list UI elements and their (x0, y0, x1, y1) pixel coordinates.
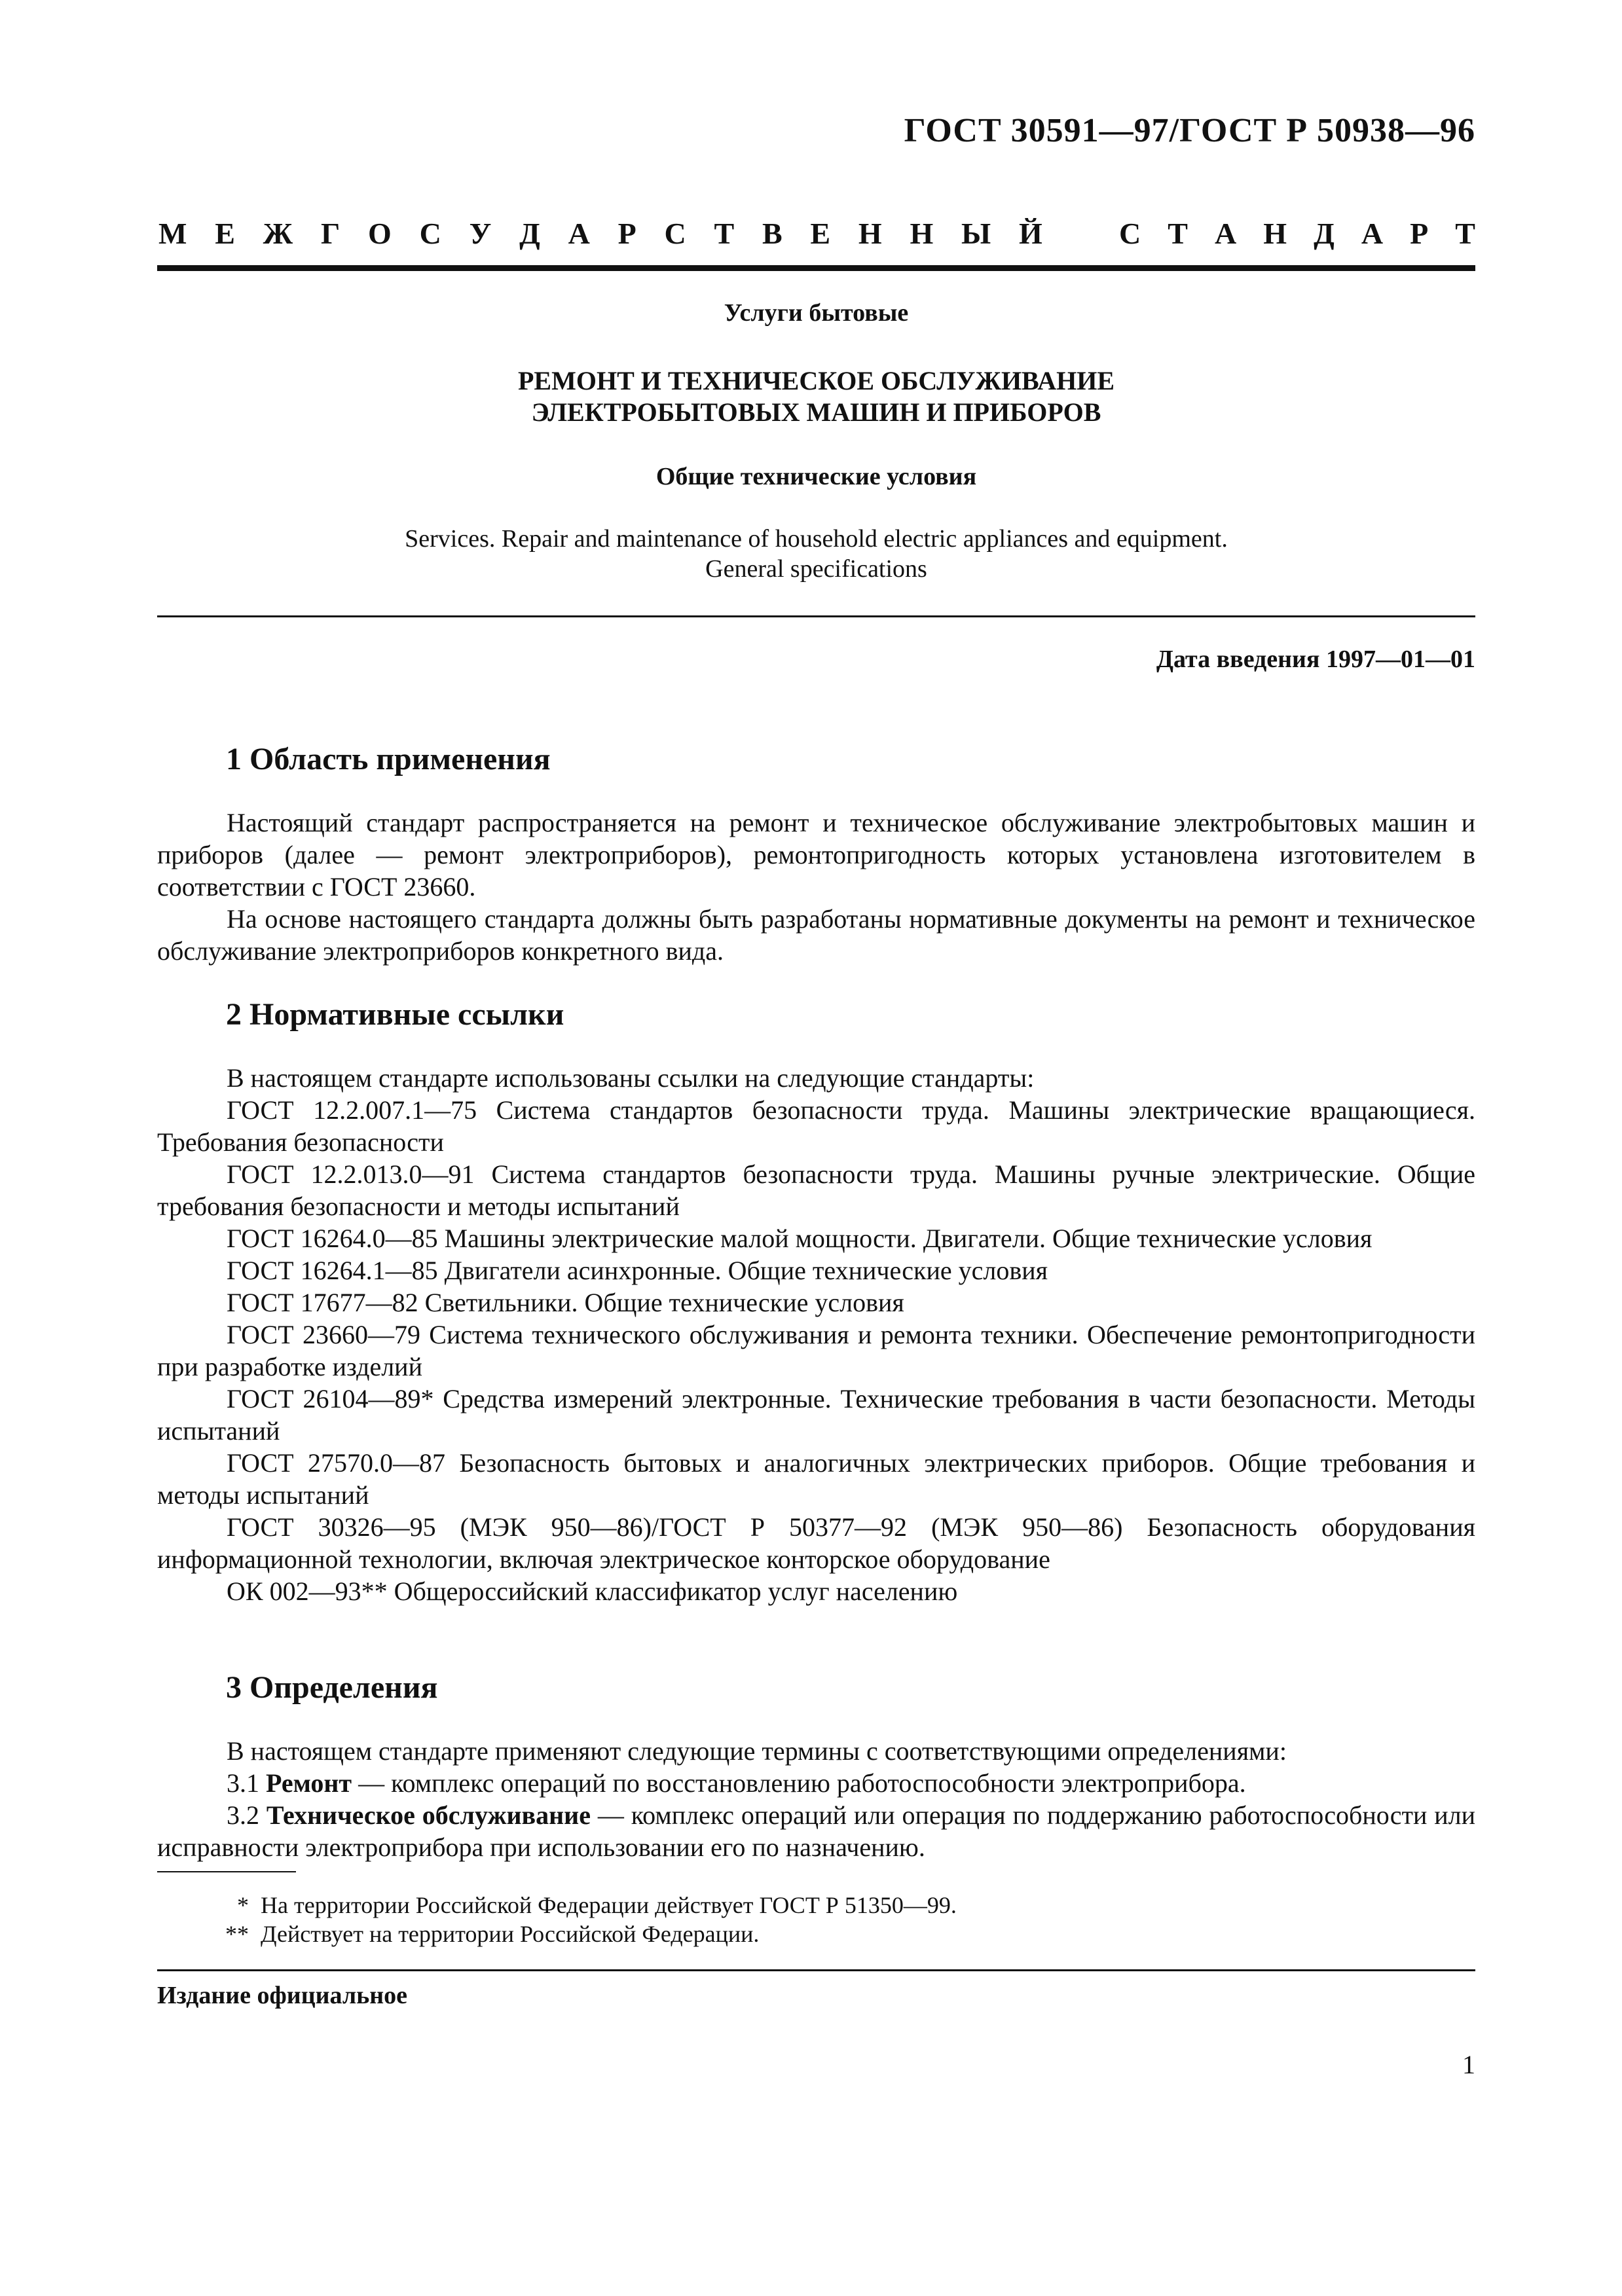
banner-letter: Н (1263, 217, 1287, 250)
title-line-1: РЕМОНТ И ТЕХНИЧЕСКОЕ ОБСЛУЖИВАНИЕ (517, 366, 1115, 395)
reference-item: ГОСТ 16264.0—85 Машины электрические малой мощности. Двигатели. Общие технические условия (227, 1224, 1373, 1253)
banner-letter: Н (858, 217, 882, 250)
footnote-text: Действует на территории Российской Федерации. (261, 1921, 760, 1947)
banner-letter: Т (1168, 217, 1188, 250)
standard-type-banner (158, 216, 1475, 251)
paragraph: Настоящий стандарт распространяется на ремонт и техническое обслуживание электробытовых машин и приборов (далее — ремонт электроприборов), ремонтопригодность которых установлена изготовителем в соответствии с ГОСТ 23660. (157, 808, 1475, 902)
definition-number: 3.2 (227, 1800, 259, 1830)
definition-text: — комплекс операций по восстановлению работоспособности электроприбора. (352, 1768, 1246, 1798)
reference-item: ГОСТ 12.2.007.1—75 Система стандартов безопасности труда. Машины электрические вращающиеся. Требования безопасности (157, 1095, 1475, 1157)
reference-item: ГОСТ 17677—82 Светильники. Общие технические условия (227, 1288, 904, 1317)
footnote-separator (157, 1871, 296, 1872)
banner-letter: Е (215, 217, 235, 250)
definition-text: — комплекс операций или операция по поддержанию работоспособности или исправности электроприбора при использовании его по назначению. (157, 1800, 1476, 1862)
footnote-1 (223, 1891, 957, 1920)
reference-item: ГОСТ 16264.1—85 Двигатели асинхронные. Общие технические условия (227, 1256, 1048, 1285)
banner-letter: С (1119, 217, 1141, 250)
document-title (157, 365, 1475, 428)
banner-letter: А (1361, 217, 1384, 250)
banner-letter: Н (910, 217, 934, 250)
reference-item: ОК 002—93** Общероссийский классификатор услуг населению (227, 1576, 958, 1606)
footnote-mark: * (237, 1892, 249, 1918)
title-category: Услуги бытовые (724, 299, 909, 327)
footnotes (223, 1891, 957, 1948)
banner-letter: Й (1018, 217, 1042, 250)
edition-label: Издание официальное (157, 1982, 408, 2009)
definition-term: Техническое обслуживание (266, 1800, 591, 1830)
title-line-2: ЭЛЕКТРОБЫТОВЫХ МАШИН И ПРИБОРОВ (531, 397, 1101, 427)
introduction-date: Дата введения 1997—01—01 (1156, 646, 1475, 673)
title-subtitle: Общие технические условия (655, 463, 977, 490)
banner-letter: Т (714, 217, 735, 250)
english-title-line-1: Services. Repair and maintenance of household electric appliances and equipment. (405, 525, 1228, 553)
section-1-body (157, 807, 1475, 967)
reference-item: ГОСТ 27570.0—87 Безопасность бытовых и аналогичных электрических приборов. Общие требования и методы испытаний (157, 1448, 1475, 1510)
banner-letter: Д (1314, 217, 1335, 250)
paragraph: В настоящем стандарте использованы ссылки на следующие стандарты: (227, 1063, 1035, 1093)
page-number: 1 (1462, 2050, 1475, 2079)
banner-letter: С (664, 217, 686, 250)
banner-letter: Г (320, 217, 341, 250)
header-rule (157, 265, 1475, 271)
banner-letter: В (762, 217, 783, 250)
banner-letter: У (469, 217, 492, 250)
definition-number: 3.1 (227, 1768, 259, 1798)
english-title (157, 524, 1475, 584)
footnote-2 (223, 1920, 957, 1948)
reference-item: ГОСТ 12.2.013.0—91 Система стандартов безопасности труда. Машины ручные электрические. Общие требования безопасности и методы испытаний (157, 1159, 1475, 1221)
reference-item: ГОСТ 30326—95 (МЭК 950—86)/ГОСТ Р 50377—92 (МЭК 950—86) Безопасность оборудования информационной технологии, включая электрическое конторское оборудование (157, 1512, 1475, 1574)
banner-letter: А (568, 217, 590, 250)
reference-item: ГОСТ 23660—79 Система технического обслуживания и ремонта техники. Обеспечение ремонтопригодности при разработке изделий (157, 1320, 1475, 1381)
banner-letter: Р (617, 217, 636, 250)
standard-type-word2 (1119, 216, 1475, 251)
banner-letter: Т (1455, 217, 1475, 250)
definition-3-2 (157, 1799, 1475, 1863)
paragraph: На основе настоящего стандарта должны быть разработаны нормативные документы на ремонт и техническое обслуживание электроприборов конкретного вида. (157, 904, 1475, 966)
section-2-body (157, 1062, 1475, 1607)
definition-3-1 (157, 1767, 1475, 1799)
banner-letter: А (1215, 217, 1237, 250)
english-title-line-2: General specifications (705, 555, 927, 583)
definition-term: Ремонт (266, 1768, 352, 1798)
banner-letter: М (158, 217, 187, 250)
footnote-text: На территории Российской Федерации действует ГОСТ Р 51350—99. (261, 1892, 957, 1918)
banner-letter: Ж (263, 217, 293, 250)
standard-type-word1 (158, 216, 1042, 251)
reference-item: ГОСТ 26104—89* Средства измерений электронные. Технические требования в части безопасности. Методы испытаний (157, 1384, 1475, 1446)
section-3-heading: 3 Определения (226, 1670, 438, 1705)
section-2-heading: 2 Нормативные ссылки (226, 997, 564, 1032)
paragraph: В настоящем стандарте применяют следующие термины с соответствующими определениями: (227, 1736, 1287, 1766)
title-rule (157, 615, 1475, 617)
banner-letter: Д (519, 217, 540, 250)
banner-letter: Ы (961, 217, 991, 250)
section-3-body (157, 1735, 1475, 1863)
document-code: ГОСТ 30591—97/ГОСТ Р 50938—96 (904, 112, 1475, 149)
section-1-heading: 1 Область применения (226, 742, 551, 776)
banner-letter: Р (1410, 217, 1429, 250)
banner-letter: С (419, 217, 441, 250)
banner-letter: Е (810, 217, 831, 250)
footer-rule (157, 1969, 1475, 1971)
footnote-mark: ** (225, 1921, 249, 1947)
banner-letter: О (368, 217, 392, 250)
